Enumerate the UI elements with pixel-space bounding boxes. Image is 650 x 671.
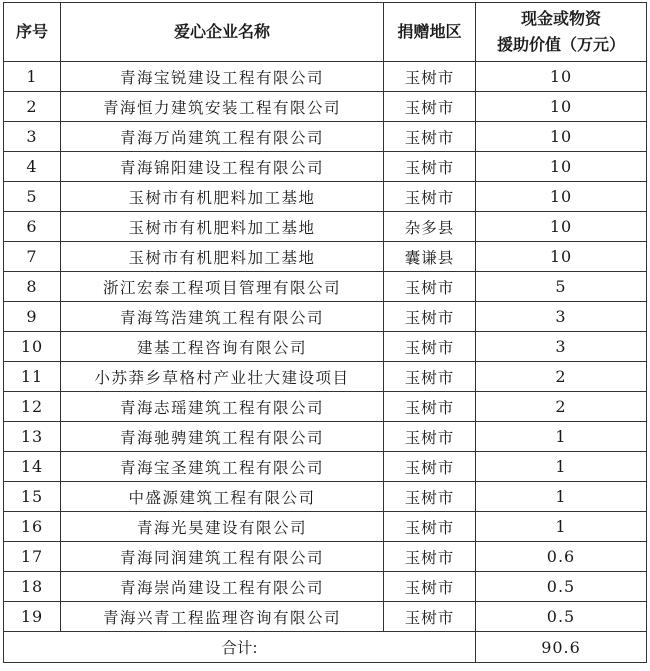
total-value: 90.6 bbox=[476, 632, 647, 663]
aid-value: 0.6 bbox=[476, 542, 647, 572]
table-row bbox=[4, 332, 647, 362]
company-name: 青海恒力建筑安装工程有限公司 bbox=[61, 92, 384, 122]
table-row bbox=[4, 542, 647, 572]
donation-region: 玉树市 bbox=[384, 602, 476, 632]
row-index: 7 bbox=[4, 242, 61, 272]
donation-region: 囊谦县 bbox=[384, 242, 476, 272]
company-name: 青海万尚建筑工程有限公司 bbox=[61, 122, 384, 152]
donation-region: 玉树市 bbox=[384, 482, 476, 512]
company-name: 青海宝锐建设工程有限公司 bbox=[61, 62, 384, 92]
company-name: 浙江宏泰工程项目管理有限公司 bbox=[61, 272, 384, 302]
aid-value: 10 bbox=[476, 212, 647, 242]
aid-value: 10 bbox=[476, 152, 647, 182]
company-name: 青海志瑶建筑工程有限公司 bbox=[61, 392, 384, 422]
row-index: 9 bbox=[4, 302, 61, 332]
table-row bbox=[4, 272, 647, 302]
company-name: 青海兴青工程监理咨询有限公司 bbox=[61, 602, 384, 632]
table-row bbox=[4, 62, 647, 92]
company-name: 玉树市有机肥料加工基地 bbox=[61, 182, 384, 212]
donation-region: 玉树市 bbox=[384, 302, 476, 332]
company-name: 青海崇尚建设工程有限公司 bbox=[61, 572, 384, 602]
row-index: 16 bbox=[4, 512, 61, 542]
row-index: 2 bbox=[4, 92, 61, 122]
table-row bbox=[4, 482, 647, 512]
aid-value: 5 bbox=[476, 272, 647, 302]
row-index: 1 bbox=[4, 62, 61, 92]
aid-value: 10 bbox=[476, 182, 647, 212]
table-row bbox=[4, 302, 647, 332]
company-name: 青海笃浩建筑工程有限公司 bbox=[61, 302, 384, 332]
aid-value: 0.5 bbox=[476, 572, 647, 602]
header-region: 捐赠地区 bbox=[384, 3, 476, 62]
table-row bbox=[4, 602, 647, 632]
donation-region: 玉树市 bbox=[384, 452, 476, 482]
donation-region: 玉树市 bbox=[384, 62, 476, 92]
row-index: 19 bbox=[4, 602, 61, 632]
aid-value: 10 bbox=[476, 62, 647, 92]
row-index: 12 bbox=[4, 392, 61, 422]
donation-region: 玉树市 bbox=[384, 122, 476, 152]
table-row bbox=[4, 122, 647, 152]
company-name: 玉树市有机肥料加工基地 bbox=[61, 242, 384, 272]
company-name: 中盛源建筑工程有限公司 bbox=[61, 482, 384, 512]
donation-region: 杂多县 bbox=[384, 212, 476, 242]
row-index: 15 bbox=[4, 482, 61, 512]
table-header-row bbox=[4, 3, 647, 62]
row-index: 11 bbox=[4, 362, 61, 392]
donation-region: 玉树市 bbox=[384, 422, 476, 452]
company-name: 青海光昊建设有限公司 bbox=[61, 512, 384, 542]
table-row bbox=[4, 242, 647, 272]
table-row bbox=[4, 362, 647, 392]
table-row bbox=[4, 422, 647, 452]
table-row bbox=[4, 512, 647, 542]
total-label: 合计: bbox=[4, 632, 476, 663]
row-index: 18 bbox=[4, 572, 61, 602]
aid-value: 1 bbox=[476, 422, 647, 452]
donation-region: 玉树市 bbox=[384, 182, 476, 212]
aid-value: 1 bbox=[476, 482, 647, 512]
row-index: 6 bbox=[4, 212, 61, 242]
table-row bbox=[4, 212, 647, 242]
company-name: 建基工程咨询有限公司 bbox=[61, 332, 384, 362]
aid-value: 10 bbox=[476, 122, 647, 152]
table-row bbox=[4, 452, 647, 482]
aid-value: 3 bbox=[476, 302, 647, 332]
row-index: 8 bbox=[4, 272, 61, 302]
aid-value: 2 bbox=[476, 362, 647, 392]
company-name: 青海同润建筑工程有限公司 bbox=[61, 542, 384, 572]
donation-table bbox=[3, 2, 647, 663]
company-name: 青海锦阳建设工程有限公司 bbox=[61, 152, 384, 182]
aid-value: 0.5 bbox=[476, 602, 647, 632]
table-body bbox=[4, 62, 647, 632]
donation-region: 玉树市 bbox=[384, 272, 476, 302]
row-index: 13 bbox=[4, 422, 61, 452]
company-name: 小苏莽乡草格村产业壮大建设项目 bbox=[61, 362, 384, 392]
donation-region: 玉树市 bbox=[384, 332, 476, 362]
row-index: 14 bbox=[4, 452, 61, 482]
donation-region: 玉树市 bbox=[384, 362, 476, 392]
aid-value: 10 bbox=[476, 92, 647, 122]
aid-value: 2 bbox=[476, 392, 647, 422]
table-row bbox=[4, 152, 647, 182]
header-value bbox=[476, 3, 647, 62]
table-row bbox=[4, 92, 647, 122]
donation-region: 玉树市 bbox=[384, 92, 476, 122]
donation-region: 玉树市 bbox=[384, 512, 476, 542]
aid-value: 3 bbox=[476, 332, 647, 362]
row-index: 4 bbox=[4, 152, 61, 182]
header-value-line1: 现金或物资 bbox=[520, 9, 601, 28]
header-company: 爱心企业名称 bbox=[61, 3, 384, 62]
table-row bbox=[4, 182, 647, 212]
table-row bbox=[4, 392, 647, 422]
header-value-line2: 援助价值（万元） bbox=[496, 35, 625, 54]
row-index: 17 bbox=[4, 542, 61, 572]
company-name: 青海驰骋建筑工程有限公司 bbox=[61, 422, 384, 452]
donation-region: 玉树市 bbox=[384, 152, 476, 182]
row-index: 3 bbox=[4, 122, 61, 152]
aid-value: 1 bbox=[476, 452, 647, 482]
donation-region: 玉树市 bbox=[384, 572, 476, 602]
total-row bbox=[4, 632, 647, 663]
row-index: 5 bbox=[4, 182, 61, 212]
table-row bbox=[4, 572, 647, 602]
company-name: 玉树市有机肥料加工基地 bbox=[61, 212, 384, 242]
company-name: 青海宝圣建筑工程有限公司 bbox=[61, 452, 384, 482]
aid-value: 1 bbox=[476, 512, 647, 542]
row-index: 10 bbox=[4, 332, 61, 362]
header-index: 序号 bbox=[4, 3, 61, 62]
donation-region: 玉树市 bbox=[384, 392, 476, 422]
aid-value: 10 bbox=[476, 242, 647, 272]
donation-region: 玉树市 bbox=[384, 542, 476, 572]
